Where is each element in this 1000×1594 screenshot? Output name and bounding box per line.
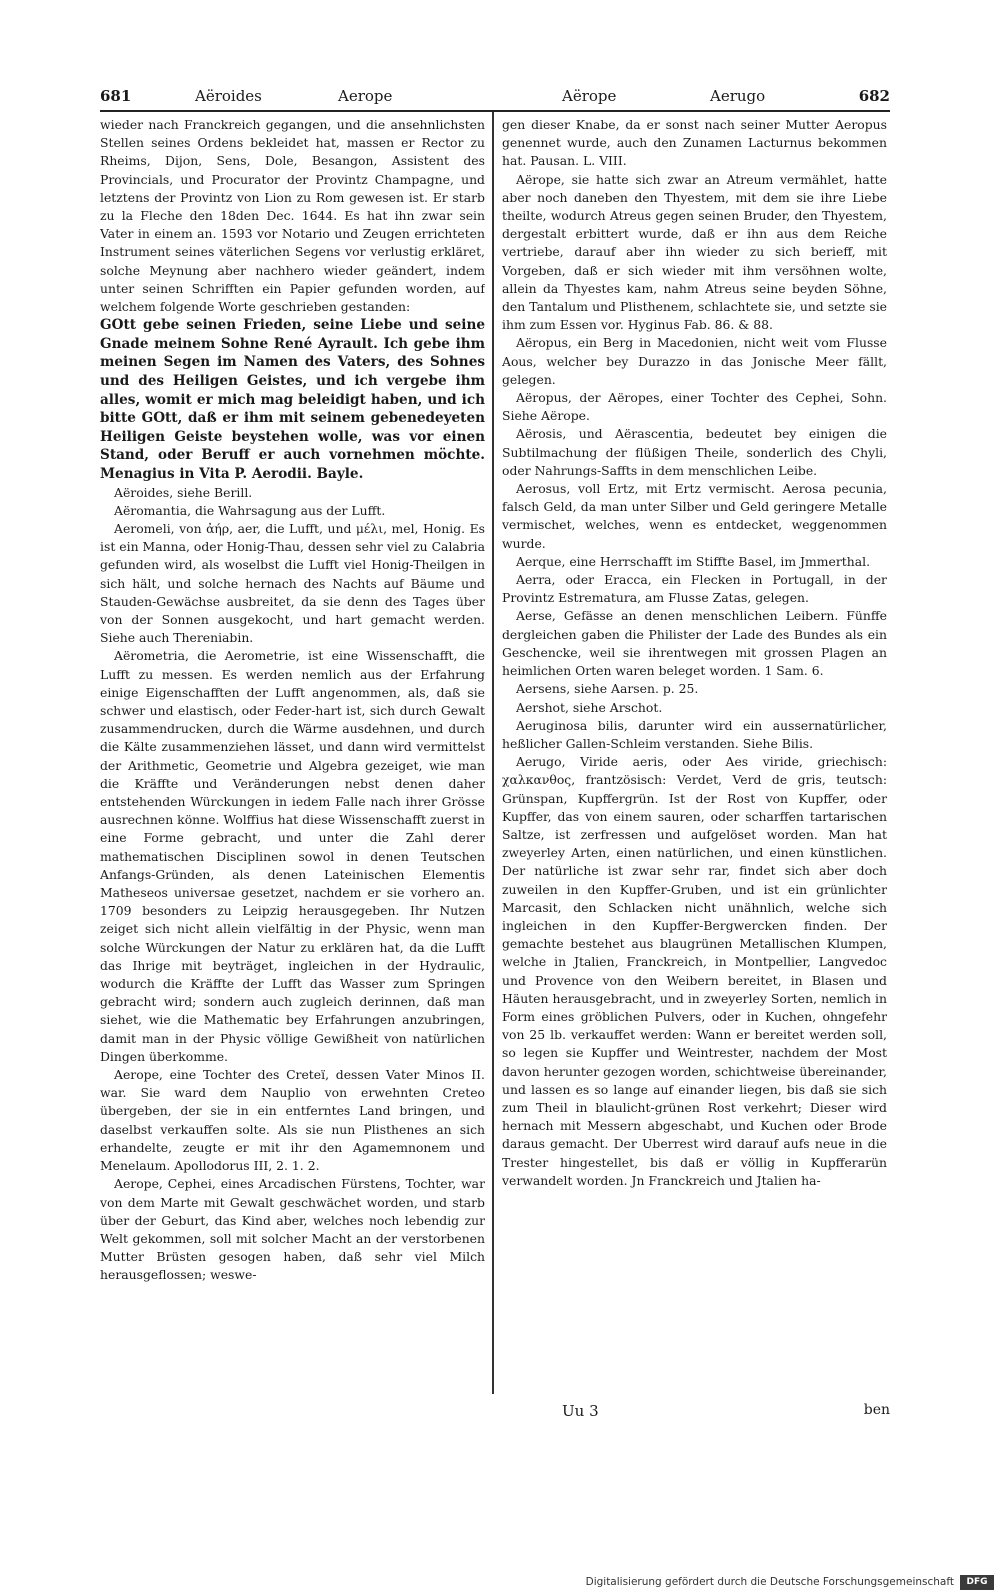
entry-paragraph: Aërosis, und Aërascentia, bedeutet bey einigen die Subtilmachung der flüßigen Theile, sonderlich des Chyli, oder Nahrungs-Saffts in dem menschlichen Leibe. — [502, 426, 887, 478]
dfg-logo: DFG — [960, 1575, 994, 1590]
entry-paragraph: Aerope, eine Tochter des Creteï, dessen Vater Minos II. war. Sie ward dem Nauplio von erwehnten Creteo übergeben, der sie in ein entferntes Land bringen, und daselbst verkauffen solte. Als sie nun Plisthenes an sich erhandelte, zeugte er mit ihr den Agamemnonem und Menelaum. Apollodorus III, 2. 1. 2. — [100, 1067, 485, 1174]
entry-paragraph: Aerugo, Viride aeris, oder Aes viride, griechisch: χαλκανθος, frantzösisch: Verdet, Verd de gris, teutsch: Grünspan, Kupffergrün. Ist der Rost von Kupffer, oder Kupffer, das von einem sauren, oder scharffen tartarischen Saltze, ist zerfressen und aufgelöset worden. Man hat zweyerley Arten, einen natürlichen, und einen künstlichen. Der natürliche ist zwar sehr rar, findet sich aber doch zuweilen in den Kupffer-Gruben, und ist ein grünlichter Marcasit, den Schlacken nicht unähnlich, welche sich ingleichen in den Kupffer-Bergwercken finden. Der gemachte bestehet aus blaugrünen Metallischen Klumpen, welche in Jtalien, Franckreich, in Montpellier, Langvedoc und Provence von den Weibern bereitet, in Blasen und Häuten herausgebracht, und in zweyerley Sorten, nemlich in Form eines gröblichen Pulvers, oder in Kuchen, ohngefehr von 25 lb. verkauffet werden: Wann er bereitet werden soll, so legen sie Kupffer und Weintrester, nachdem der Most davon herunter gezogen worden, schichtweise übereinander, und lassen es so lange auf einander liegen, bis daß sie sich zum Theil in blaulicht-grünen Rost verkehrt; Dieser wird hernach mit Messern abgeschabt, und Kuchen oder Brode daraus gemacht. Der Uberrest wird darauf aufs neue in die Trester hingestellet, bis daß er völlig in Kupfferarün verwandelt worden. Jn Franckreich und Jtalien ha- — [502, 754, 887, 1188]
running-header — [100, 82, 890, 110]
entry-paragraph: GOtt gebe seinen Frieden, seine Liebe und seine Gnade meinem Sohne René Ayrault. Ich gebe ihm meinen Segen im Namen des Vaters, des Sohnes und des Heiligen Geistes, und ich vergebe ihm alles, womit er mich mag beleidigt haben, und ich bitte GOtt, daß er ihm mit seinem gebenedeyeten Heiligen Geiste beystehen wolle, was vor einen Stand, oder Beruff er auch vornehmen möchte. Menagius in Vita P. Aerodii. Bayle. — [100, 317, 485, 482]
entry-paragraph: Aeruginosa bilis, darunter wird ein aussernatürlicher, heßlicher Gallen-Schleim verstanden. Siehe Bilis. — [502, 717, 887, 751]
left-header-word-1: Aëroides — [195, 87, 262, 105]
right-header-word-1: Aërope — [562, 87, 617, 105]
entry-paragraph: Aerope, Cephei, eines Arcadischen Fürstens, Tochter, war von dem Marte mit Gewalt geschwächet worden, und starb über der Geburt, das Kind aber, welches noch lebendig zur Welt gekommen, soll mit solcher Macht an der verstorbenen Mutter Brüsten gesogen haben, daß sehr viel Milch herausgeflossen; weswe- — [100, 1176, 485, 1283]
entry-paragraph: Aersens, siehe Aarsen. p. 25. — [516, 681, 699, 697]
column-divider — [492, 112, 494, 1394]
entry-paragraph: Aëroides, siehe Berill. — [114, 484, 253, 500]
left-page-number: 681 — [100, 87, 132, 105]
right-column — [502, 116, 887, 1394]
book-page — [100, 82, 890, 1462]
entry-paragraph: Aërometria, die Aerometrie, ist eine Wissenschafft, die Lufft zu messen. Es werden nemlich aus der Erfahrung einige Eigenschafften der Lufft angenommen, als, daß sie schwer und elastisch, oder Feder-hart ist, sich durch Gewalt zusammendrucken, durch die Wärme ausdehnen, und durch die Kälte zusammenziehen lässet, und dann wird vermittelst der Arithmetic, Geometrie und Algebra gezeiget, wie man die Kräffte und Veränderungen nebst denen daher entstehenden Würckungen in iedem Falle nach ihrer Grösse ausrechnen könne. Wolffius hat diese Wissenschafft zuerst in eine Forme gebracht, und unter die Zahl derer mathematischen Disciplinen sowol in denen Teutschen Anfangs-Gründen, als denen Lateinischen Elementis Matheseos universae gesetzet, nachdem er sie vorhero an. 1709 besonders zu Leipzig herausgegeben. Ihr Nutzen zeiget sich nicht allein vielfältig in der Physic, wenn man solche Würckungen der Natur zu erklären hat, da die Lufft das Ihrige mit beyträget, ingleichen in der Hydraulic, wodurch die Kräffte der Lufft das Wasser zum Springen gebracht wird; sondern auch zugleich derinnen, daß man siehet, wie die Mathematic bey Erfahrungen anzubringen, damit man in der Physic völlige Gewißheit von natürlichen Dingen überkomme. — [100, 648, 485, 1064]
left-header-word-2: Aerope — [338, 87, 393, 105]
entry-paragraph: Aëropus, ein Berg in Macedonien, nicht weit vom Flusse Aous, welcher bey Durazzo in das Jonische Meer fällt, gelegen. — [502, 335, 887, 387]
entry-paragraph: Aërope, sie hatte sich zwar an Atreum vermählet, hatte aber noch daneben den Thyestem, mit dem sie ihre Liebe theilte, wodurch Atreus gegen seinen Bruder, den Thyestem, dergestalt erbittert wurde, daß er ihn aus dem Reiche vertriebe, darauf aber ihn wieder zu sich berieff, mit Vorgeben, daß er sich wieder mit ihm versöhnen wolte, allein da Thyestes kam, nahm Atreus seine beyden Söhne, den Tantalum und Plisthenem, schlachtete sie, und setzte sie ihm zum Essen vor. Hyginus Fab. 86. & 88. — [502, 171, 887, 333]
entry-paragraph: Aëromantia, die Wahrsagung aus der Lufft. — [114, 502, 386, 518]
catchword: ben — [863, 1402, 890, 1418]
entry-paragraph: Aerse, Gefässe an denen menschlichen Leibern. Fünffe dergleichen gaben die Philister der Lade des Bundes als ein Geschencke, weil sie ihrentwegen mit grossen Plagen an heimlichen Orten waren beleget worden. 1 Sam. 6. — [502, 608, 887, 679]
right-page-number: 682 — [858, 87, 890, 105]
entry-paragraph: Aëropus, der Aëropes, einer Tochter des Cephei, Sohn. Siehe Aërope. — [502, 390, 887, 424]
digitization-credit: Digitalisierung gefördert durch die Deutsche Forschungsgemeinschaft — [585, 1576, 954, 1588]
entry-paragraph: gen dieser Knabe, da er sonst nach seiner Mutter Aeropus genennet wurde, auch den Zunamen Lacturnus bekommen hat. Pausan. L. VIII. — [502, 117, 887, 169]
right-header-word-2: Aerugo — [710, 87, 766, 105]
entry-paragraph: Aeromeli, von ἀήρ, aer, die Lufft, und μέλι, mel, Honig. Es ist ein Manna, oder Honig-Thau, dessen sehr viel zu Calabria gefunden wird, als woselbst die Lufft viel Honig-Theilgen in sich hält, und solche hernach des Nachts auf Bäume und Stauden-Gewächse ausbreitet, da sie denn des Tages über von der Sonnen ausgekocht, und hart gemacht werden. Siehe auch Thereniabin. — [100, 520, 485, 646]
left-column — [100, 116, 485, 1394]
entry-paragraph: Aershot, siehe Arschot. — [516, 699, 663, 715]
entry-paragraph: Aerra, oder Eracca, ein Flecken in Portugall, in der Provintz Estrematura, am Flusse Zatas, gelegen. — [502, 572, 887, 606]
entry-paragraph: Aerosus, voll Ertz, mit Ertz vermischt. Aerosa pecunia, falsch Geld, da man unter Silber und Geld geringere Metalle vermischet, welches, wenn es entdecket, weggenommen wurde. — [502, 481, 887, 551]
entry-paragraph: wieder nach Franckreich gegangen, und die ansehnlichsten Stellen seines Ordens bekleidet hat, massen er Rector zu Rheims, Dijon, Sens, Dole, Besangon, Assistent des Provincials, und Procurator der Provintz Champagne, und letztens der Provintz von Lion zu Rom gewesen ist. Er starb zu la Fleche den 18den Dec. 1644. Es hat ihn zwar sein Vater in einem an. 1593 vor Notario und Zeugen errichteten Instrument seines väterlichen Segens vor verlustig erkläret, solche Meynung aber nachhero wieder geändert, indem unter seinen Schrifften ein Papier gefunden worden, auf welchem folgende Worte geschrieben gestanden: — [100, 117, 485, 315]
header-rule — [100, 110, 890, 112]
entry-paragraph: Aerque, eine Herrschafft im Stiffte Basel, im Jmmerthal. — [516, 553, 871, 569]
signature-mark: Uu 3 — [562, 1402, 599, 1420]
